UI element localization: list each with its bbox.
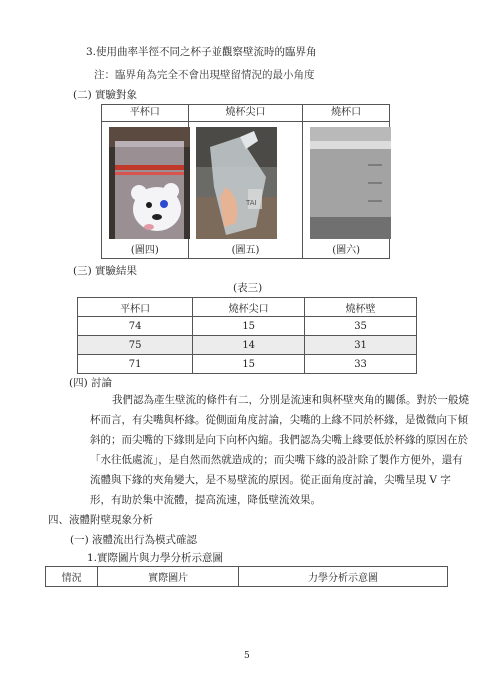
results-table xyxy=(77,297,417,374)
discussion-line-5: 流體與下緣的夾角變大，是不易壁流的原因。從正面角度討論，尖嘴呈現 V 字 xyxy=(90,474,451,486)
results-header-spout: 燒杯尖口 xyxy=(193,298,305,317)
section-2-heading: (二) 實驗對象 xyxy=(73,89,138,101)
table-row xyxy=(78,355,417,374)
subsection-1-heading: (一) 液體流出行為模式確認 xyxy=(70,534,198,546)
discussion-line-4: 「水往低處流」，是自然而然就造成的；而尖嘴下緣的設計除了製作方便外，還有 xyxy=(90,454,463,466)
caption-fig5: (圖五) xyxy=(231,245,260,256)
table-cell: 15 xyxy=(193,355,305,374)
results-header-wall: 燒杯壁 xyxy=(305,298,417,317)
discussion-line-6: 形，有助於集中流體，提高流速，降低壁流效果。 xyxy=(90,494,321,506)
header-situation: 情況 xyxy=(46,567,98,587)
photo-table xyxy=(101,104,390,259)
heading-3: 3.使用曲率半徑不同之杯子並觀察壁流時的臨界角 xyxy=(86,46,317,58)
svg-text:TAI: TAI xyxy=(245,199,257,207)
caption-fig6: (圖六) xyxy=(332,245,361,256)
photo-cell-6 xyxy=(303,122,390,259)
table-cell: 71 xyxy=(78,355,193,374)
analysis-table-header xyxy=(45,566,448,587)
subsection-1-1-heading: 1.實際圖片與力學分析示意圖 xyxy=(87,552,224,564)
header-mechanics-diagram: 力學分析示意圖 xyxy=(238,567,447,587)
table-cell: 15 xyxy=(193,317,305,336)
header-actual-image: 實際圖片 xyxy=(98,567,239,587)
discussion-line-3: 斜的；而尖嘴的下緣則是向下向杯內縮。我們認為尖嘴上緣要低於杯緣的原因在於 xyxy=(90,434,468,446)
discussion-line-2: 杯而言，有尖嘴與杯緣。從側面角度討論，尖嘴的上緣不同於杯緣，是微微向下傾 xyxy=(90,414,468,426)
page-number: 5 xyxy=(244,651,250,661)
photo-cell-4 xyxy=(102,122,189,259)
section-3-heading: (三) 實驗結果 xyxy=(73,265,138,277)
note-text: 注：臨界角為完全不會出現壁留情況的最小角度 xyxy=(94,69,315,81)
table-cell: 31 xyxy=(305,336,417,355)
results-header-flat: 平杯口 xyxy=(78,298,193,317)
spout-beaker-photo xyxy=(196,127,277,239)
table-caption: (表三) xyxy=(233,282,263,294)
caption-fig4: (圖四) xyxy=(130,245,159,256)
photo-header-rim: 燒杯口 xyxy=(303,105,390,122)
table-row xyxy=(78,336,417,355)
table-cell: 14 xyxy=(193,336,305,355)
beaker-rim-photo xyxy=(310,127,391,239)
table-cell: 75 xyxy=(78,336,193,355)
table-cell: 35 xyxy=(305,317,417,336)
photo-header-flat: 平杯口 xyxy=(102,105,189,122)
section-4-heading: (四) 討論 xyxy=(69,377,113,389)
photo-cell-5 xyxy=(188,122,303,259)
section-four-heading: 四、液體附壁現象分析 xyxy=(48,514,153,526)
photo-header-spout: 燒杯尖口 xyxy=(188,105,303,122)
discussion-line-1: 我們認為產生壁流的條件有二，分別是流速和與杯壁夾角的關係。對於一般燒 xyxy=(112,394,469,406)
table-cell: 33 xyxy=(305,355,417,374)
table-row xyxy=(78,317,417,336)
table-cell: 74 xyxy=(78,317,193,336)
flat-cup-photo xyxy=(109,127,190,239)
